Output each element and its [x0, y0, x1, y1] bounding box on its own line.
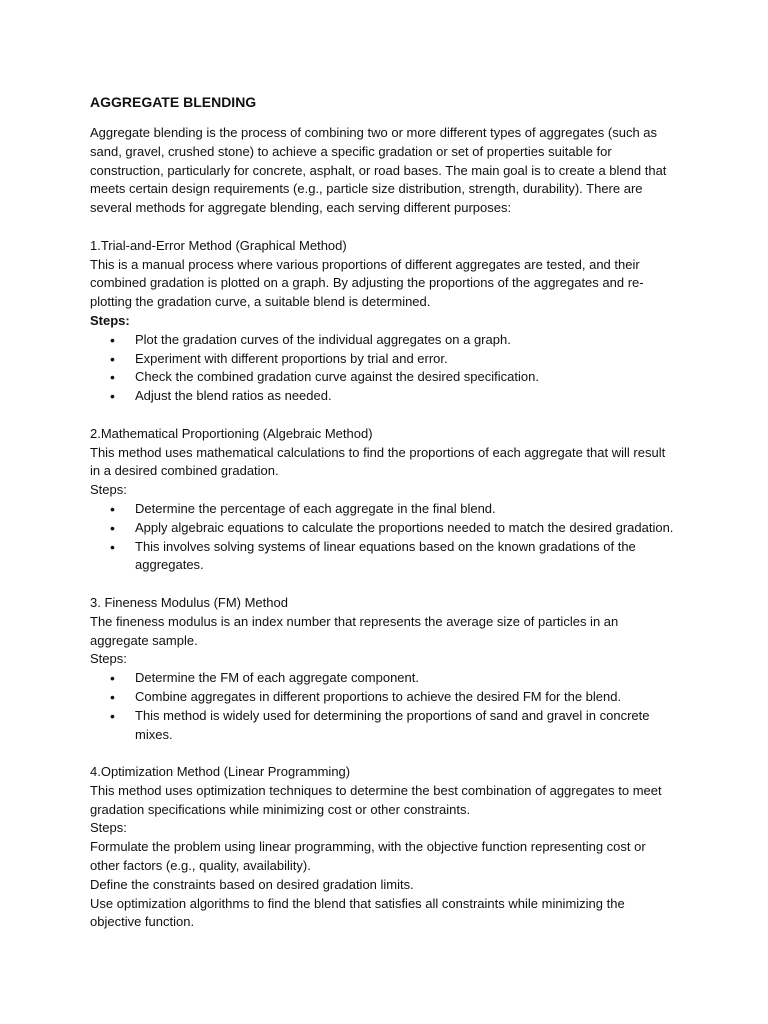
list-item: • Determine the FM of each aggregate component. [90, 669, 678, 688]
section-1-description: This is a manual process where various proportions of different aggregates are tested, and their combined gradation is plotted on a graph. By adjusting the proportions of the aggregates and re-plotting the gradation curve, a suitable blend is determined. [90, 256, 644, 310]
section-3-steps-label: Steps: [90, 651, 127, 667]
list-item: • Check the combined gradation curve against the desired specification. [90, 368, 678, 387]
section-4-step-3: Use optimization algorithms to find the blend that satisfies all constraints while minimizing the objective function. [90, 895, 625, 930]
section-2-description: This method uses mathematical calculations to find the proportions of each aggregate that will result in a desired combined gradation. [90, 444, 666, 479]
section-1-steps-label: Steps: [90, 312, 130, 328]
section-4-step-1: Formulate the problem using linear programming, with the objective function representing cost or other factors (e.g., quality, availability). [90, 839, 646, 874]
list-item: • This method is widely used for determining the proportions of sand and gravel in concrete mixes. [90, 707, 678, 745]
list-item: • Experiment with different proportions by trial and error. [90, 350, 678, 369]
section-4-heading: 4.Optimization Method (Linear Programming) [90, 764, 351, 780]
section-3-heading: 3. Fineness Modulus (FM) Method [90, 594, 288, 610]
section-3-description: The fineness modulus is an index number that represents the average size of particles in an aggregate sample. [90, 613, 619, 648]
section-2-steps-list [90, 500, 678, 575]
section-4-step-2: Define the constraints based on desired gradation limits. [90, 876, 414, 892]
list-item: • Determine the percentage of each aggregate in the final blend. [90, 500, 678, 519]
list-item: • Plot the gradation curves of the individual aggregates on a graph. [90, 331, 678, 350]
section-4-description: This method uses optimization techniques to determine the best combination of aggregates to meet gradation specifications while minimizing cost or other constraints. [90, 782, 662, 817]
list-item: • Apply algebraic equations to calculate the proportions needed to match the desired gradation. [90, 519, 678, 538]
document-title: AGGREGATE BLENDING [90, 94, 257, 110]
section-1-steps-list [90, 331, 678, 406]
list-item: • Combine aggregates in different proportions to achieve the desired FM for the blend. [90, 688, 678, 707]
section-3-steps-list [90, 669, 678, 744]
list-item: • Adjust the blend ratios as needed. [90, 387, 678, 406]
list-item: • This involves solving systems of linear equations based on the known gradations of the aggregates. [90, 538, 678, 576]
section-2-heading: 2.Mathematical Proportioning (Algebraic Method) [90, 425, 373, 441]
section-2-steps-label: Steps: [90, 482, 127, 498]
section-4-steps-label: Steps: [90, 820, 127, 836]
section-1-heading: 1.Trial-and-Error Method (Graphical Method) [90, 237, 347, 253]
intro-paragraph: Aggregate blending is the process of combining two or more different types of aggregates (such as sand, gravel, crushed stone) to achieve a specific gradation or set of properties suitable for construction, particularly for concrete, asphalt, or road bases. The main goal is to create a blend that meets certain design requirements (e.g., particle size distribution, strength, durability). There are several methods for aggregate blending, each serving different purposes: [90, 125, 667, 216]
